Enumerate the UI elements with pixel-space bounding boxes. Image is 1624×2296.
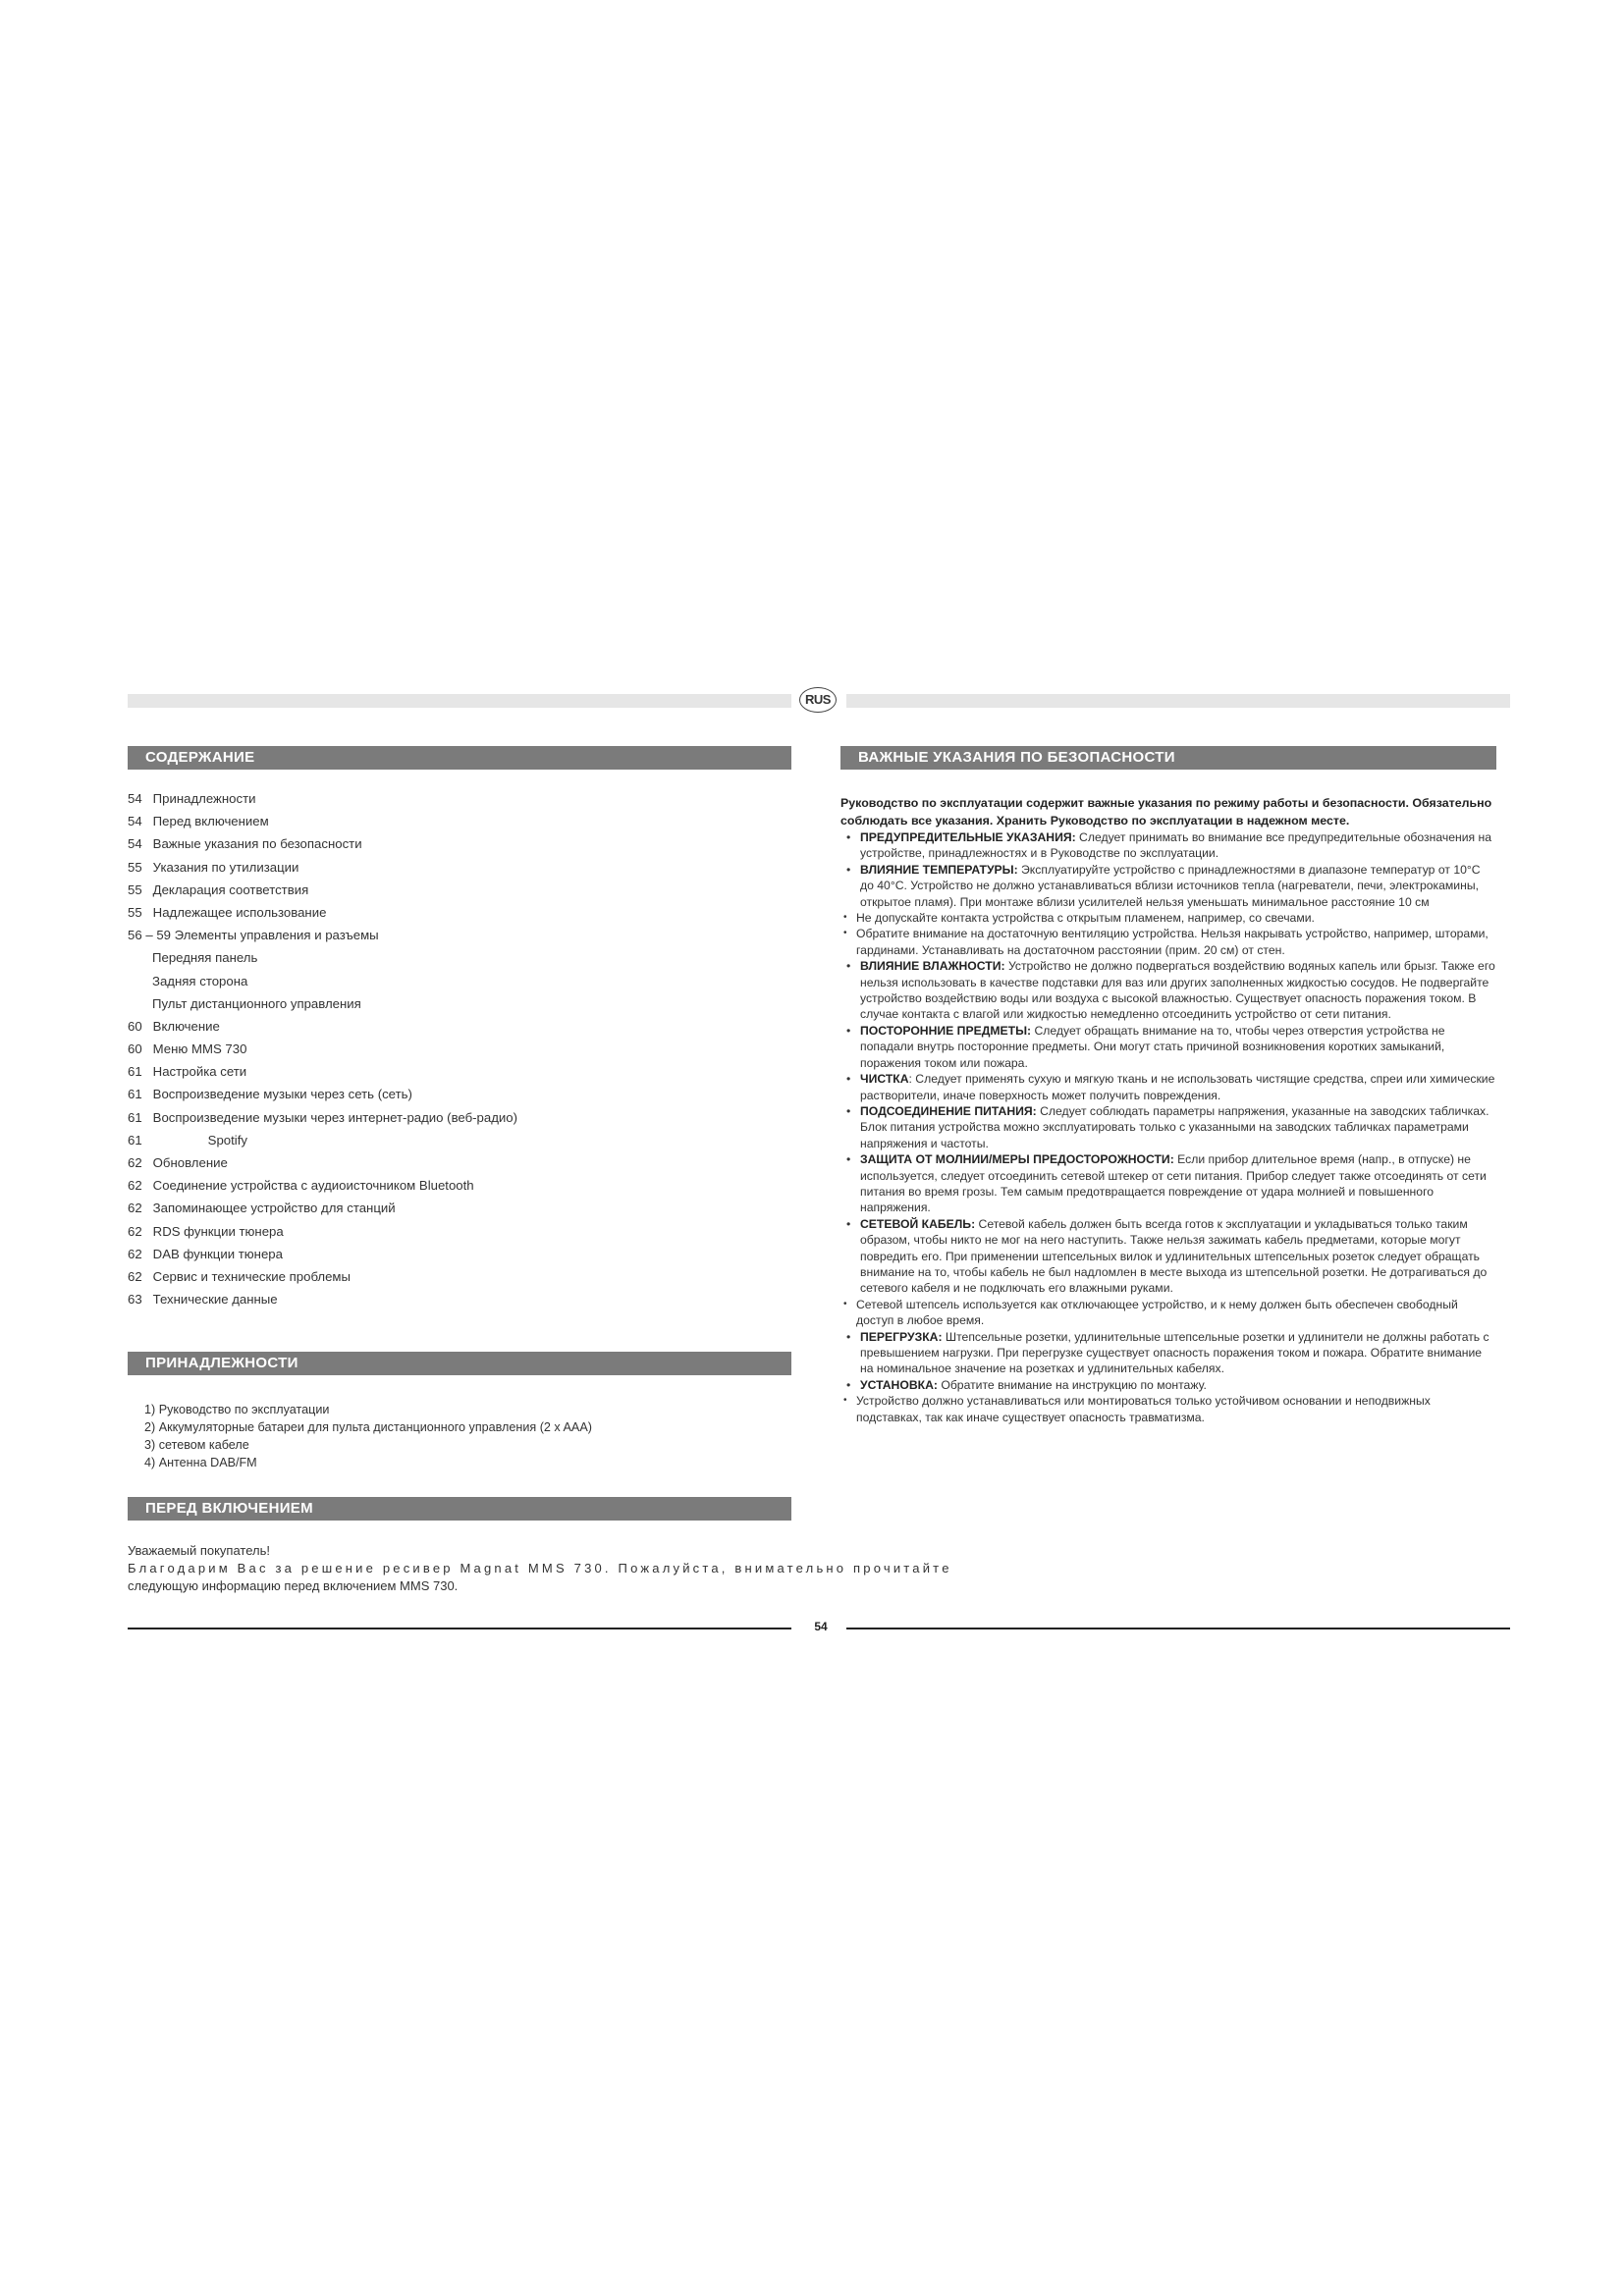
contents-item — [128, 901, 791, 924]
before-use-header: ПЕРЕД ВКЛЮЧЕНИЕМ — [128, 1497, 791, 1521]
safety-item-lead: ПРЕДУПРЕДИТЕЛЬНЫЕ УКАЗАНИЯ: — [860, 830, 1076, 844]
contents-item — [128, 992, 791, 1015]
before-use-section — [128, 1497, 952, 1595]
safety-item-text: Следует соблюдать параметры напряжения, указанные на заводских табличках. Блок питания устройства можно эксплуатировать только с указанными на заводских табличках параметрами напряжения и частоты. — [860, 1103, 1489, 1150]
safety-item-text: Если прибор длительное время (напр., в отпуске) не используется, следует отсоединить сетевой штекер от сети питания. Прибор следует также отсоединять от сети питания во время грозы. Тем самым предотвращается повреждение от удара молнией и повышенного напряжения. — [860, 1152, 1487, 1215]
contents-item-title: Принадлежности — [152, 791, 256, 806]
accessory-item: 4) Антенна DAB/FM — [144, 1456, 257, 1469]
contents-item-title: Технические данные — [152, 1292, 278, 1308]
contents-page-number: 60 — [128, 1018, 142, 1034]
bottom-rule-left — [128, 1628, 791, 1629]
contents-item — [128, 1106, 791, 1129]
contents-page-number: 56 – 59 — [128, 928, 171, 943]
thanks-text: Благодарим Вас за решение ресивер Magnat MMS 730. Пожалуйста, внимательно прочитайте — [128, 1561, 952, 1575]
safety-item-text: Следует обращать внимание на то, чтобы через отверстия устройства не попадали внутрь посторонние предметы. Они могут стать причиной возникновения коротких замыканий, поражения током или пожара. — [860, 1023, 1445, 1070]
contents-page-number: 61 — [128, 1064, 142, 1080]
contents-item-title: Передняя панель — [152, 950, 258, 966]
greeting-text: Уважаемый покупатель! — [128, 1543, 270, 1558]
contents-item-title: Spotify — [207, 1132, 247, 1148]
safety-item — [840, 862, 1496, 910]
contents-header: СОДЕРЖАНИЕ — [128, 746, 791, 770]
contents-page-number: 62 — [128, 1155, 142, 1170]
safety-item — [840, 829, 1496, 862]
contents-page-number: 62 — [128, 1223, 142, 1239]
contents-page-number: 62 — [128, 1246, 142, 1261]
contents-page-number: 62 — [128, 1178, 142, 1194]
contents-item — [128, 924, 791, 946]
safety-item-text: Устройство должно устанавливаться или монтироваться только устойчивом основании и неподвижных подставках, так как иначе существует опасность травматизма. — [856, 1394, 1431, 1424]
contents-item-title: DAB функции тюнера — [152, 1246, 283, 1261]
contents-page-number: 60 — [128, 1041, 142, 1057]
contents-item — [128, 1220, 791, 1243]
accessory-item: 1) Руководство по эксплуатации — [144, 1403, 330, 1416]
contents-item-title: Соединение устройства с аудиоисточником Bluetooth — [152, 1178, 474, 1194]
safety-item — [840, 926, 1496, 958]
contents-item-title: Важные указания по безопасности — [152, 836, 362, 852]
contents-page-number: 54 — [128, 814, 142, 829]
left-column — [128, 746, 791, 1310]
contents-item — [128, 1197, 791, 1219]
contents-item-title: RDS функции тюнера — [152, 1223, 284, 1239]
contents-item — [128, 1243, 791, 1265]
safety-item — [840, 1297, 1496, 1329]
contents-item-title: Настройка сети — [152, 1064, 247, 1080]
safety-item-lead: ЗАЩИТА ОТ МОЛНИИ/МЕРЫ ПРЕДОСТОРОЖНОСТИ: — [860, 1152, 1174, 1167]
contents-page-number: 55 — [128, 904, 142, 920]
contents-page-number: 55 — [128, 881, 142, 897]
safety-item-text: Обратите внимание на достаточную вентиляцию устройства. Нельзя накрывать устройство, например, шторами, гардинами. Устанавливать на достаточном расстоянии (прим. 20 см) от стен. — [856, 927, 1489, 957]
bottom-rule-right — [846, 1628, 1510, 1629]
contents-page-number: 54 — [128, 836, 142, 852]
contents-item — [128, 879, 791, 901]
contents-page-number: 54 — [128, 791, 142, 806]
safety-item-text: Штепсельные розетки, удлинительные штепсельные розетки и удлинители не должны работать с превышением нагрузки. При перегрузке существует опасность поражения током и пожара. Обратите внимание на номинальное значение на розетках и удлинительных кабелях. — [860, 1329, 1489, 1376]
contents-item — [128, 1015, 791, 1038]
contents-item-title: Задняя сторона — [152, 973, 248, 988]
contents-item-title: Включение — [152, 1018, 220, 1034]
contents-item — [128, 1265, 791, 1288]
safety-header: ВАЖНЫЕ УКАЗАНИЯ ПО БЕЗОПАСНОСТИ — [840, 746, 1496, 770]
safety-item-text: : Следует применять сухую и мягкую ткань и не использовать чистящие средства, спреи или химические растворители, иначе поверхность может получить повреждения. — [860, 1072, 1495, 1102]
safety-item-text: Эксплуатируйте устройство с принадлежностями в диапазоне температур от 10°C до 40°C. Устройство не должно устанавливаться вблизи источников тепла (нагреватели, печи, электрокамины, открытое пламя). При монтаже вблизи усилителей нельзя уменьшать минимальное расстояние 10 см — [860, 862, 1481, 909]
contents-page-number: 63 — [128, 1292, 142, 1308]
contents-item — [128, 1083, 791, 1105]
contents-item — [128, 1174, 791, 1197]
safety-item — [840, 1329, 1496, 1377]
safety-item-text: Сетевой штепсель используется как отключающее устройство, и к нему должен быть обеспечен свободный доступ в любое время. — [856, 1297, 1458, 1328]
safety-item-lead: ПОСТОРОННИЕ ПРЕДМЕТЫ: — [860, 1023, 1032, 1038]
safety-item-text: Следует принимать во внимание все предупредительные обозначения на устройстве, принадлежностях и в Руководстве по эксплуатации. — [860, 830, 1492, 861]
next-text: следующую информацию перед включением MMS 730. — [128, 1578, 459, 1593]
contents-page-number: 62 — [128, 1201, 142, 1216]
accessory-item: 2) Аккумуляторные батареи для пульта дистанционного управления (2 x AAA) — [144, 1420, 592, 1434]
safety-item — [840, 1103, 1496, 1151]
safety-item — [840, 1023, 1496, 1071]
accessories-list — [128, 1401, 791, 1471]
contents-item-title: Запоминающее устройство для станций — [152, 1201, 396, 1216]
safety-item-lead: СЕТЕВОЙ КАБЕЛЬ: — [860, 1216, 976, 1231]
safety-list — [840, 829, 1496, 1425]
contents-item — [128, 787, 791, 810]
safety-item-text: Сетевой кабель должен быть всегда готов к эксплуатации и укладываться только таким образом, чтобы никто не мог на него наступить. Также нельзя зажимать кабель предметами, которые могут повредить его. При применении штепсельных вилок и удлинительных штепсельных розеток следует обращать внимание на то, чтобы кабель не был надломлен в месте выхода из штепсельной розетки. Не дотрагиваться до сетевого кабеля и не подключать его влажными руками. — [860, 1216, 1488, 1296]
accessory-item: 3) сетевом кабеле — [144, 1438, 249, 1452]
contents-item-title: Меню MMS 730 — [152, 1041, 247, 1057]
contents-item — [128, 832, 791, 855]
safety-item-text: Устройство не должно подвергаться воздействию водяных капель или брызг. Также его нельзя использовать в качестве подставки для ваз или других заполненных жидкостью сосудов. Не подвергайте устройство воздействию воды или воздуха с высокой влажностью. Существует опасность поражения током. В случае контакта с влагой или жидкостью немедленно отсоединить устройство от сети питания. — [860, 959, 1495, 1022]
top-rule-right — [846, 694, 1510, 708]
contents-item-title: Обновление — [152, 1155, 228, 1170]
safety-item-lead: ЧИСТКА — [860, 1072, 909, 1087]
page-number: 54 — [814, 1620, 828, 1633]
contents-item — [128, 856, 791, 879]
contents-page-number: 61 — [128, 1087, 142, 1102]
safety-item-lead: ПЕРЕГРУЗКА: — [860, 1329, 943, 1344]
top-rule-left — [128, 694, 791, 708]
contents-item-title: Декларация соответствия — [152, 881, 309, 897]
contents-item — [128, 1288, 791, 1310]
safety-item-text: Обратите внимание на инструкцию по монтажу. — [937, 1377, 1207, 1392]
safety-item-lead: УСТАНОВКА: — [860, 1377, 938, 1392]
contents-page-number: 55 — [128, 859, 142, 875]
safety-item-lead: ВЛИЯНИЕ ТЕМПЕРАТУРЫ: — [860, 862, 1018, 877]
safety-item — [840, 1071, 1496, 1103]
language-badge: RUS — [799, 687, 837, 713]
contents-item-title: Пульт дистанционного управления — [152, 995, 361, 1011]
contents-item — [128, 810, 791, 832]
contents-item — [128, 1038, 791, 1060]
contents-item-title: Перед включением — [152, 814, 269, 829]
contents-page-number: 62 — [128, 1268, 142, 1284]
contents-item — [128, 1129, 791, 1151]
safety-item — [840, 910, 1496, 926]
contents-item — [128, 946, 791, 969]
right-column — [840, 746, 1496, 1425]
accessories-header: ПРИНАДЛЕЖНОСТИ — [128, 1352, 791, 1375]
contents-item-title: Воспроизведение музыки через интернет-радио (веб-радио) — [152, 1109, 518, 1125]
contents-item-title: Воспроизведение музыки через сеть (сеть) — [152, 1087, 412, 1102]
safety-item — [840, 1151, 1496, 1216]
contents-item-title: Сервис и технические проблемы — [152, 1268, 351, 1284]
contents-page-number: 61 — [128, 1132, 142, 1148]
contents-item-title: Элементы управления и разъемы — [174, 928, 379, 943]
safety-item — [840, 1377, 1496, 1393]
safety-item-lead: ВЛИЯНИЕ ВЛАЖНОСТИ: — [860, 959, 1005, 974]
safety-item — [840, 1393, 1496, 1425]
safety-intro: Руководство по эксплуатации содержит важные указания по режиму работы и безопасности. Обязательно соблюдать все указания. Хранить Руководство по эксплуатации в надежном месте. — [840, 796, 1492, 828]
safety-item — [840, 1216, 1496, 1297]
safety-item-text: Не допускайте контакта устройства с открытым пламенем, например, со свечами. — [856, 911, 1315, 926]
contents-item-title: Указания по утилизации — [152, 859, 299, 875]
accessories-section — [128, 1352, 791, 1471]
safety-item — [840, 958, 1496, 1023]
contents-item — [128, 1060, 791, 1083]
contents-item — [128, 970, 791, 992]
contents-item — [128, 1151, 791, 1174]
contents-list — [128, 787, 791, 1310]
safety-item-lead: ПОДСОЕДИНЕНИЕ ПИТАНИЯ: — [860, 1103, 1037, 1118]
contents-page-number: 61 — [128, 1109, 142, 1125]
contents-item-title: Надлежащее использование — [152, 904, 327, 920]
